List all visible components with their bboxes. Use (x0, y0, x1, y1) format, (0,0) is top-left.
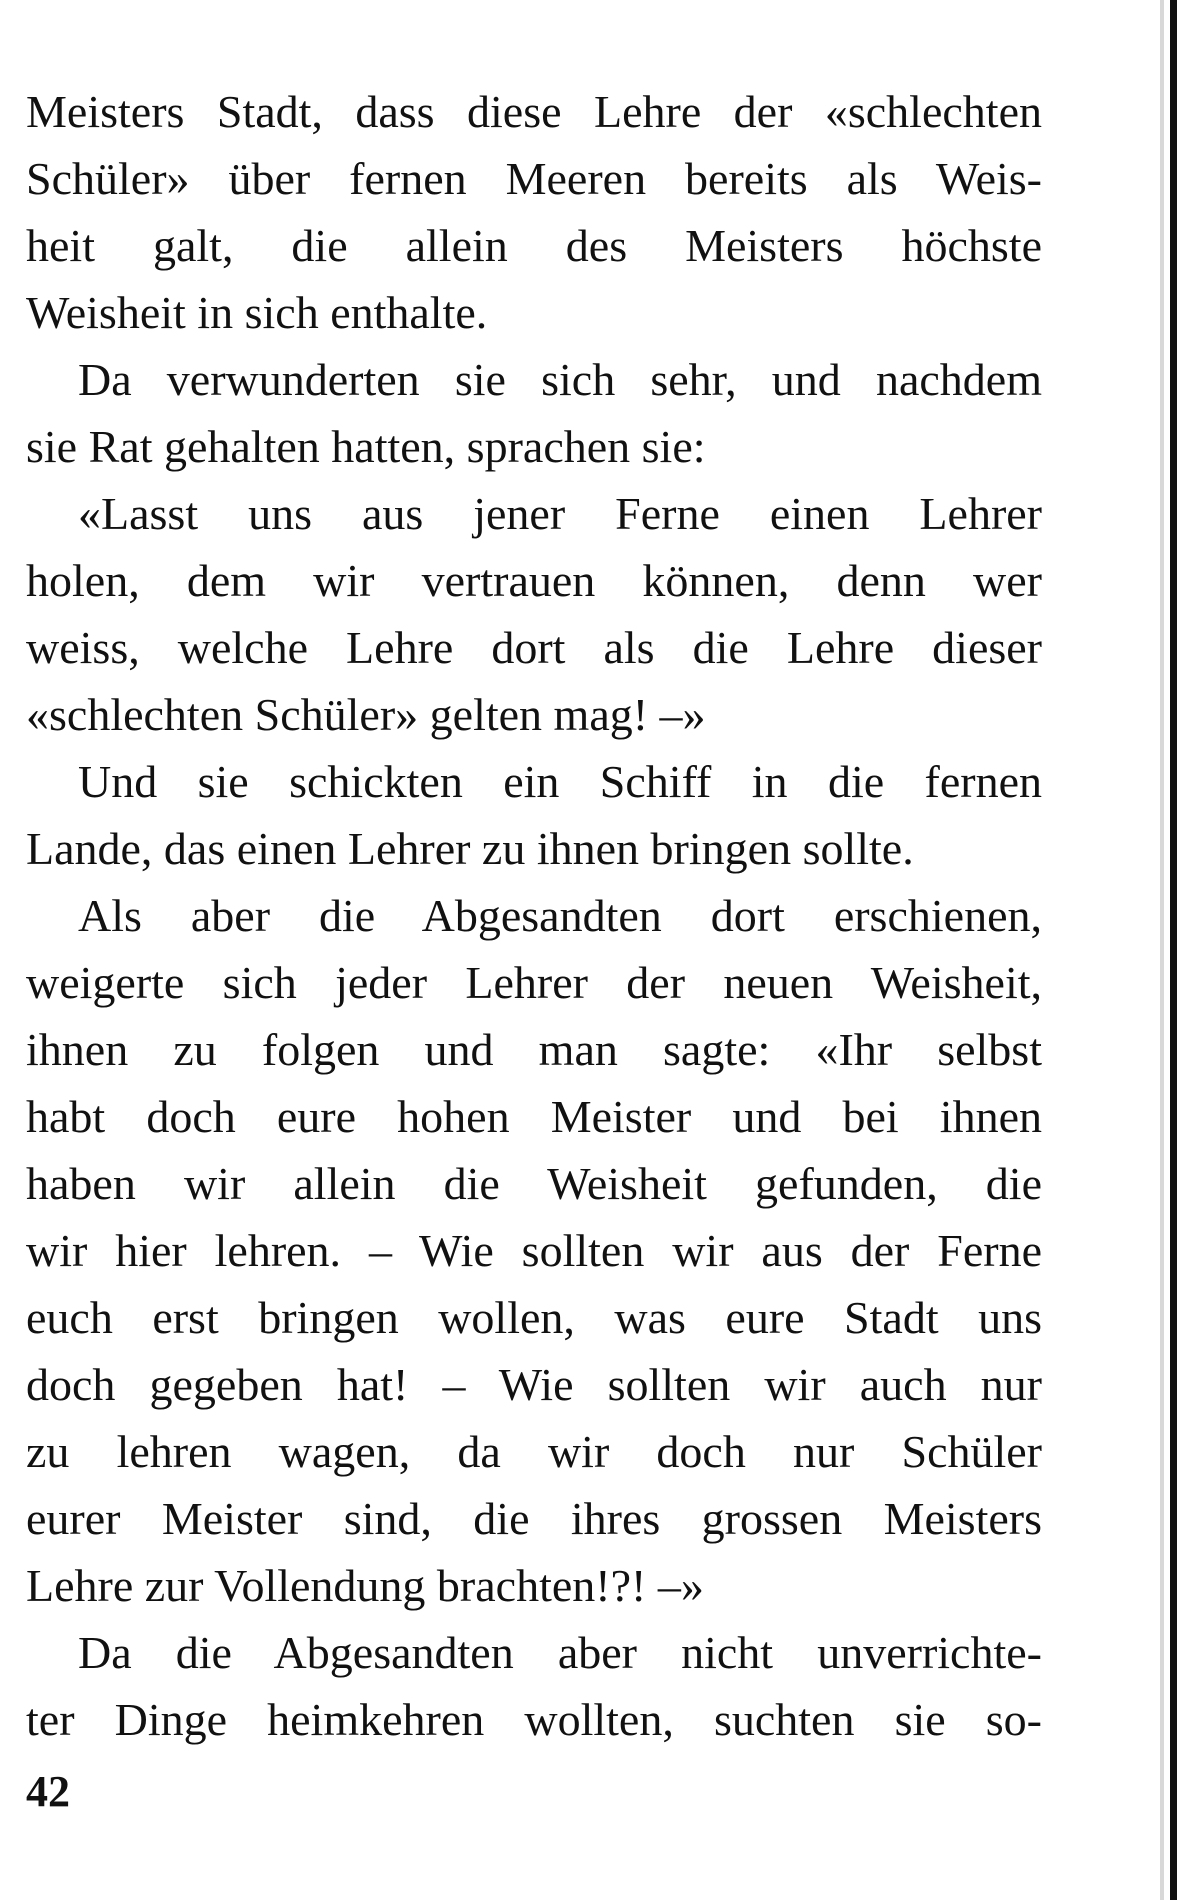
text-line: haben wir allein die Weisheit gefunden, die (26, 1158, 1042, 1209)
page-number: 42 (26, 1767, 70, 1816)
text-line: eurer Meister sind, die ihres grossen Meisters (26, 1493, 1042, 1544)
text-line: Und sie schickten ein Schiff in die fernen (78, 756, 1042, 807)
text-line: «Lasst uns aus jener Ferne einen Lehrer (78, 488, 1042, 539)
text-line: weigerte sich jeder Lehrer der neuen Weisheit, (26, 957, 1042, 1008)
text-line: Lande, das einen Lehrer zu ihnen bringen sollte. (26, 823, 914, 874)
text-line: ter Dinge heimkehren wollten, suchten sie so- (26, 1694, 1042, 1745)
text-line: doch gegeben hat! – Wie sollten wir auch nur (26, 1359, 1042, 1410)
text-line: Lehre zur Vollendung brachten!?! –» (26, 1560, 704, 1611)
text-line: habt doch eure hohen Meister und bei ihnen (26, 1091, 1042, 1142)
text-line: euch erst bringen wollen, was eure Stadt uns (26, 1292, 1042, 1343)
text-line: Da verwunderten sie sich sehr, und nachdem (78, 354, 1042, 405)
text-line: wir hier lehren. – Wie sollten wir aus der Ferne (26, 1225, 1042, 1276)
text-line: Meisters Stadt, dass diese Lehre der «schlechten (26, 86, 1042, 137)
text-line: holen, dem wir vertrauen können, denn wer (26, 555, 1042, 606)
scan-edge-shadow (1160, 0, 1164, 1900)
text-line: sie Rat gehalten hatten, sprachen sie: (26, 421, 706, 472)
text-line: weiss, welche Lehre dort als die Lehre dieser (26, 622, 1042, 673)
text-line: zu lehren wagen, da wir doch nur Schüler (26, 1426, 1042, 1477)
scan-edge (1170, 0, 1177, 1900)
text-line: «schlechten Schüler» gelten mag! –» (26, 689, 706, 740)
text-line: Schüler» über fernen Meeren bereits als Weis- (26, 153, 1042, 204)
text-line: Als aber die Abgesandten dort erschienen, (78, 890, 1042, 941)
text-line: ihnen zu folgen und man sagte: «Ihr selbst (26, 1024, 1042, 1075)
text-line: heit galt, die allein des Meisters höchste (26, 220, 1042, 271)
text-line: Da die Abgesandten aber nicht unverrichte- (78, 1627, 1042, 1678)
body-text (26, 78, 1042, 1753)
text-line: Weisheit in sich enthalte. (26, 287, 488, 338)
